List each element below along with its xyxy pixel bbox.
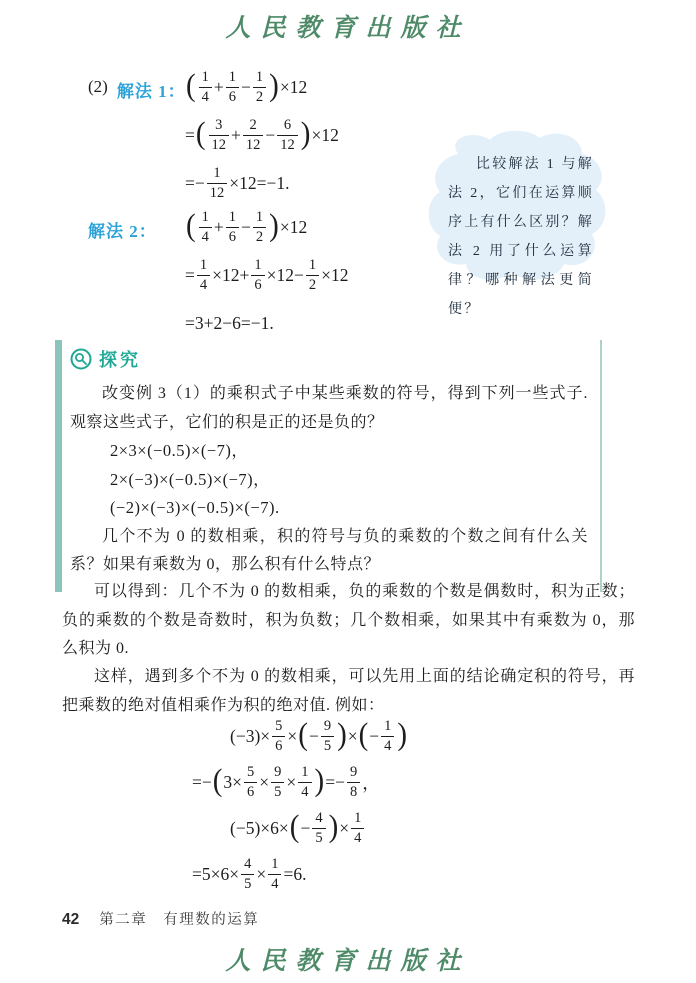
chapter-title: 第二章 有理数的运算: [99, 912, 260, 928]
math-line: (−5)×6× ( − $\frac{4}{5}$ ) × $\frac{1}{4}$: [192, 806, 408, 850]
solution-2-block: [88, 206, 349, 350]
solution-2-math: [185, 206, 349, 350]
example-math: [192, 714, 408, 898]
math-line: =3+2−6=−1.: [185, 312, 274, 333]
expression-line-2: 2×(−3)×(−0.5)×(−7)，: [110, 469, 271, 489]
explore-title: 探究: [99, 350, 141, 370]
bubble-text: 比较解法 1 与解法 2，它们在运算顺序上有什么区别？解法 2 用了什么运算律？哪种解法更简便？: [448, 157, 594, 317]
page-number: 42: [62, 911, 80, 928]
explore-paragraph-2: 几个不为 0 的数相乘，积的符号与负的乘数的个数之间有什么关系？如果有乘数为 0，那么积有什么特点？: [70, 527, 588, 573]
math-line: =5×6× $\frac{4}{5}$ × $\frac{1}{4}$ =6.: [192, 855, 307, 892]
expression-line-1: 2×3×(−0.5)×(−7)，: [110, 441, 249, 460]
solution-1-header: [88, 66, 185, 102]
solution-1-math: [185, 66, 339, 210]
math-line: ( $\frac{1}{4}$ + $\frac{1}{6}$ − $\frac{1}{2}$ ) ×12: [186, 208, 308, 245]
math-line: =− $\frac{1}{12}$ ×12=−1.: [185, 164, 290, 201]
body-paragraph-1: 可以得到：几个不为 0 的数相乘，负的乘数的个数是偶数时，积为正数；负的乘数的个数是奇数时，积为负数；几个数相乘，如果其中有乘数为 0，那么积为 0.: [62, 583, 635, 657]
body-paragraph-2: 这样，遇到多个不为 0 的数相乘，可以先用上面的结论确定积的符号，再把乘数的绝对值相乘作为积的绝对值. 例如：: [62, 668, 635, 714]
math-line: = ( $\frac{3}{12}$ + $\frac{2}{12}$ − $\frac{6}{12}$ ) ×12: [185, 116, 339, 153]
publisher-logo-top: 人民教育出版社: [225, 13, 471, 42]
solution-2-header: [88, 206, 185, 242]
solution-1-block: [88, 66, 339, 210]
math-line: =− ( 3× $\frac{5}{6}$ × $\frac{9}{5}$ × $\frac{1}{4}$ ) =− $\frac{9}{8}$ ，: [192, 763, 380, 800]
math-line: ( $\frac{1}{4}$ + $\frac{1}{6}$ − $\frac{1}{2}$ ) ×12: [186, 68, 308, 105]
footer: [62, 908, 259, 929]
explore-paragraph-1: 改变例 3（1）的乘积式子中某些乘数的符号，得到下列一些式子. 观察这些式子，它们的积是正的还是负的？: [70, 385, 588, 431]
explore-section: [55, 340, 602, 592]
solution-1-label: 解法 1：: [116, 82, 186, 101]
thought-bubble: [424, 128, 612, 317]
explore-magnifier-icon: [70, 348, 92, 370]
expression-line-3: (−2)×(−3)×(−0.5)×(−7).: [110, 498, 280, 517]
math-line: = $\frac{1}{4}$ ×12+ $\frac{1}{6}$ ×12− $\frac{1}{2}$ ×12: [185, 256, 349, 293]
math-line: (−3)× $\frac{5}{6}$ × ( − $\frac{9}{5}$ ) × ( − $\frac{1}{4}$ ): [230, 717, 408, 754]
item-number: (2): [88, 77, 108, 96]
publisher-logo-bottom: 人民教育出版社: [225, 946, 471, 975]
explore-header: [70, 346, 588, 372]
solution-2-label: 解法 2：: [88, 222, 157, 241]
